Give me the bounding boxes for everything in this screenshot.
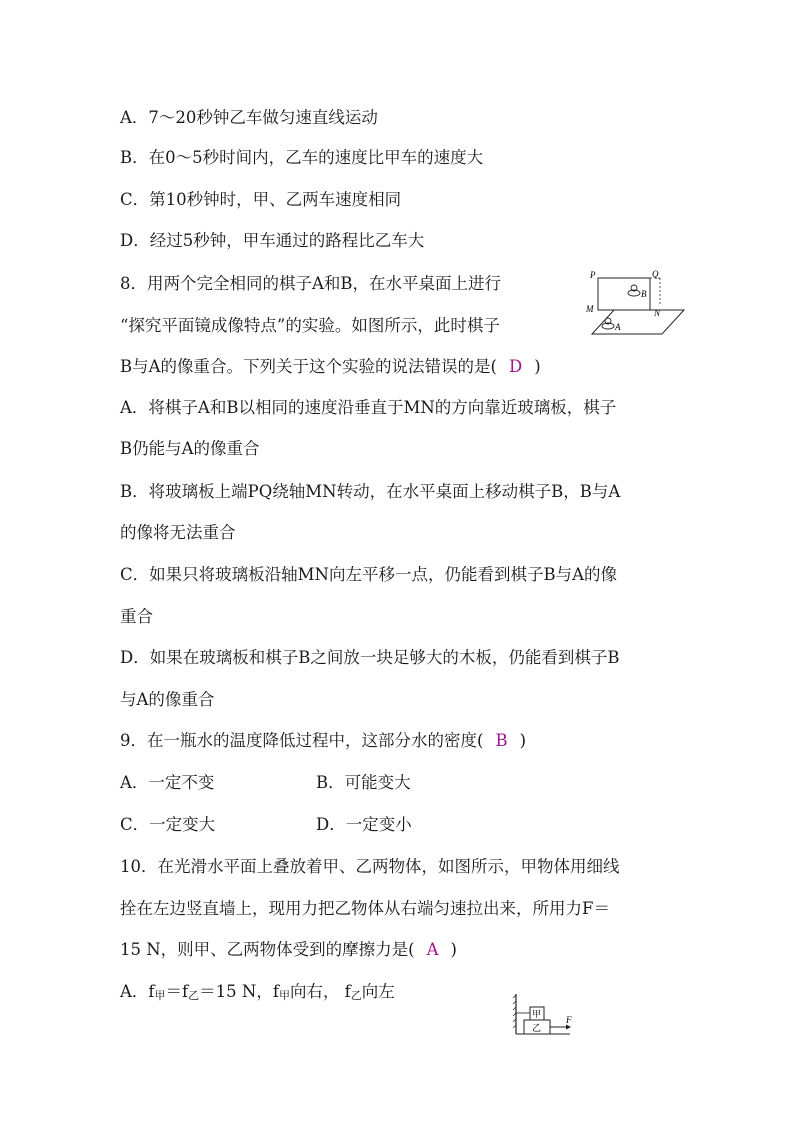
q10-option-a-text: 向右， f [289, 982, 351, 1001]
q10-stem-line1: 10．在光滑水平面上叠放着甲、乙两物体，如图所示，甲物体用细线 [120, 857, 620, 876]
label-p: P [590, 270, 596, 280]
q7-option-c: C．第10秒钟时，甲、乙两车速度相同 [120, 190, 402, 209]
q8-stem-text: B与A的像重合。下列关于这个实验的说法错误的是( [120, 357, 497, 376]
stacked-blocks-figure [508, 990, 588, 1040]
q9-stem [120, 729, 526, 753]
q9-option-b: B．可能变大 [316, 773, 411, 792]
q9-option-c: C．一定变大 [120, 815, 216, 834]
label-a: A [615, 322, 621, 332]
q10-option-a-text: A．f [120, 982, 155, 1001]
label-b: B [641, 289, 647, 299]
mirror-experiment-figure [584, 268, 694, 338]
q8-option-c-line1: C．如果只将玻璃板沿轴MN向左平移一点，仍能看到棋子B与A的像 [120, 565, 617, 584]
label-q: Q [652, 269, 659, 279]
q8-option-a-line2: B仍能与A的像重合 [120, 439, 260, 458]
q7-option-d: D．经过5秒钟，甲车通过的路程比乙车大 [120, 231, 425, 250]
q8-option-d-line1: D．如果在玻璃板和棋子B之间放一块足够大的木板，仍能看到棋子B [120, 648, 620, 667]
q10-stem-close: ) [450, 940, 457, 959]
q10-option-a-text: ＝f [165, 982, 189, 1001]
q8-stem-line3 [120, 355, 541, 379]
q7-option-a: A．7～20秒钟乙车做匀速直线运动 [120, 108, 378, 127]
q8-option-b-line1: B．将玻璃板上端PQ绕轴MN转动，在水平桌面上移动棋子B，B与A [120, 482, 621, 501]
label-f: F [566, 1015, 572, 1025]
q8-stem-line1: 8．用两个完全相同的棋子A和B，在水平桌面上进行 [120, 274, 502, 293]
q9-stem-text: 9．在一瓶水的温度降低过程中，这部分水的密度( [120, 731, 484, 750]
label-jia: 甲 [532, 1010, 542, 1020]
q10-stem-line2: 拴在左边竖直墙上，现用力把乙物体从右端匀速拉出来，所用力F＝ [120, 899, 610, 918]
q8-stem-line2: “探究平面镜成像特点”的实验。如图所示，此时棋子 [120, 316, 500, 335]
q8-answer: D [508, 357, 523, 376]
q10-option-a-text: ＝15 N，f [199, 982, 279, 1001]
q8-option-b-line2: 的像将无法重合 [120, 523, 236, 542]
q7-option-b: B．在0～5秒时间内，乙车的速度比甲车的速度大 [120, 148, 484, 167]
q10-option-a-text: 向左 [361, 982, 395, 1001]
subscript-yi: 乙 [350, 989, 362, 1002]
q8-stem-close: ) [534, 357, 541, 376]
table-plane [592, 310, 684, 334]
q10-option-a [120, 980, 395, 1006]
subscript-jia: 甲 [154, 989, 166, 1002]
label-m: M [586, 304, 594, 314]
q8-option-c-line2: 重合 [120, 607, 153, 626]
subscript-yi: 乙 [188, 989, 200, 1002]
q10-answer: A [426, 940, 439, 959]
label-yi: 乙 [532, 1024, 542, 1034]
q8-option-d-line2: 与A的像重合 [120, 690, 215, 709]
q9-option-a: A．一定不变 [120, 773, 215, 792]
q8-option-a-line1: A．将棋子A和B以相同的速度沿垂直于MN的方向靠近玻璃板，棋子 [120, 398, 617, 417]
subscript-jia: 甲 [278, 989, 290, 1002]
q10-stem-line3 [120, 938, 457, 962]
q10-stem-text: 15 N，则甲、乙两物体受到的摩擦力是( [120, 940, 415, 959]
label-n: N [654, 308, 661, 318]
q9-option-d: D．一定变小 [316, 815, 412, 834]
q9-answer: B [495, 731, 508, 750]
q9-stem-close: ) [519, 731, 527, 750]
